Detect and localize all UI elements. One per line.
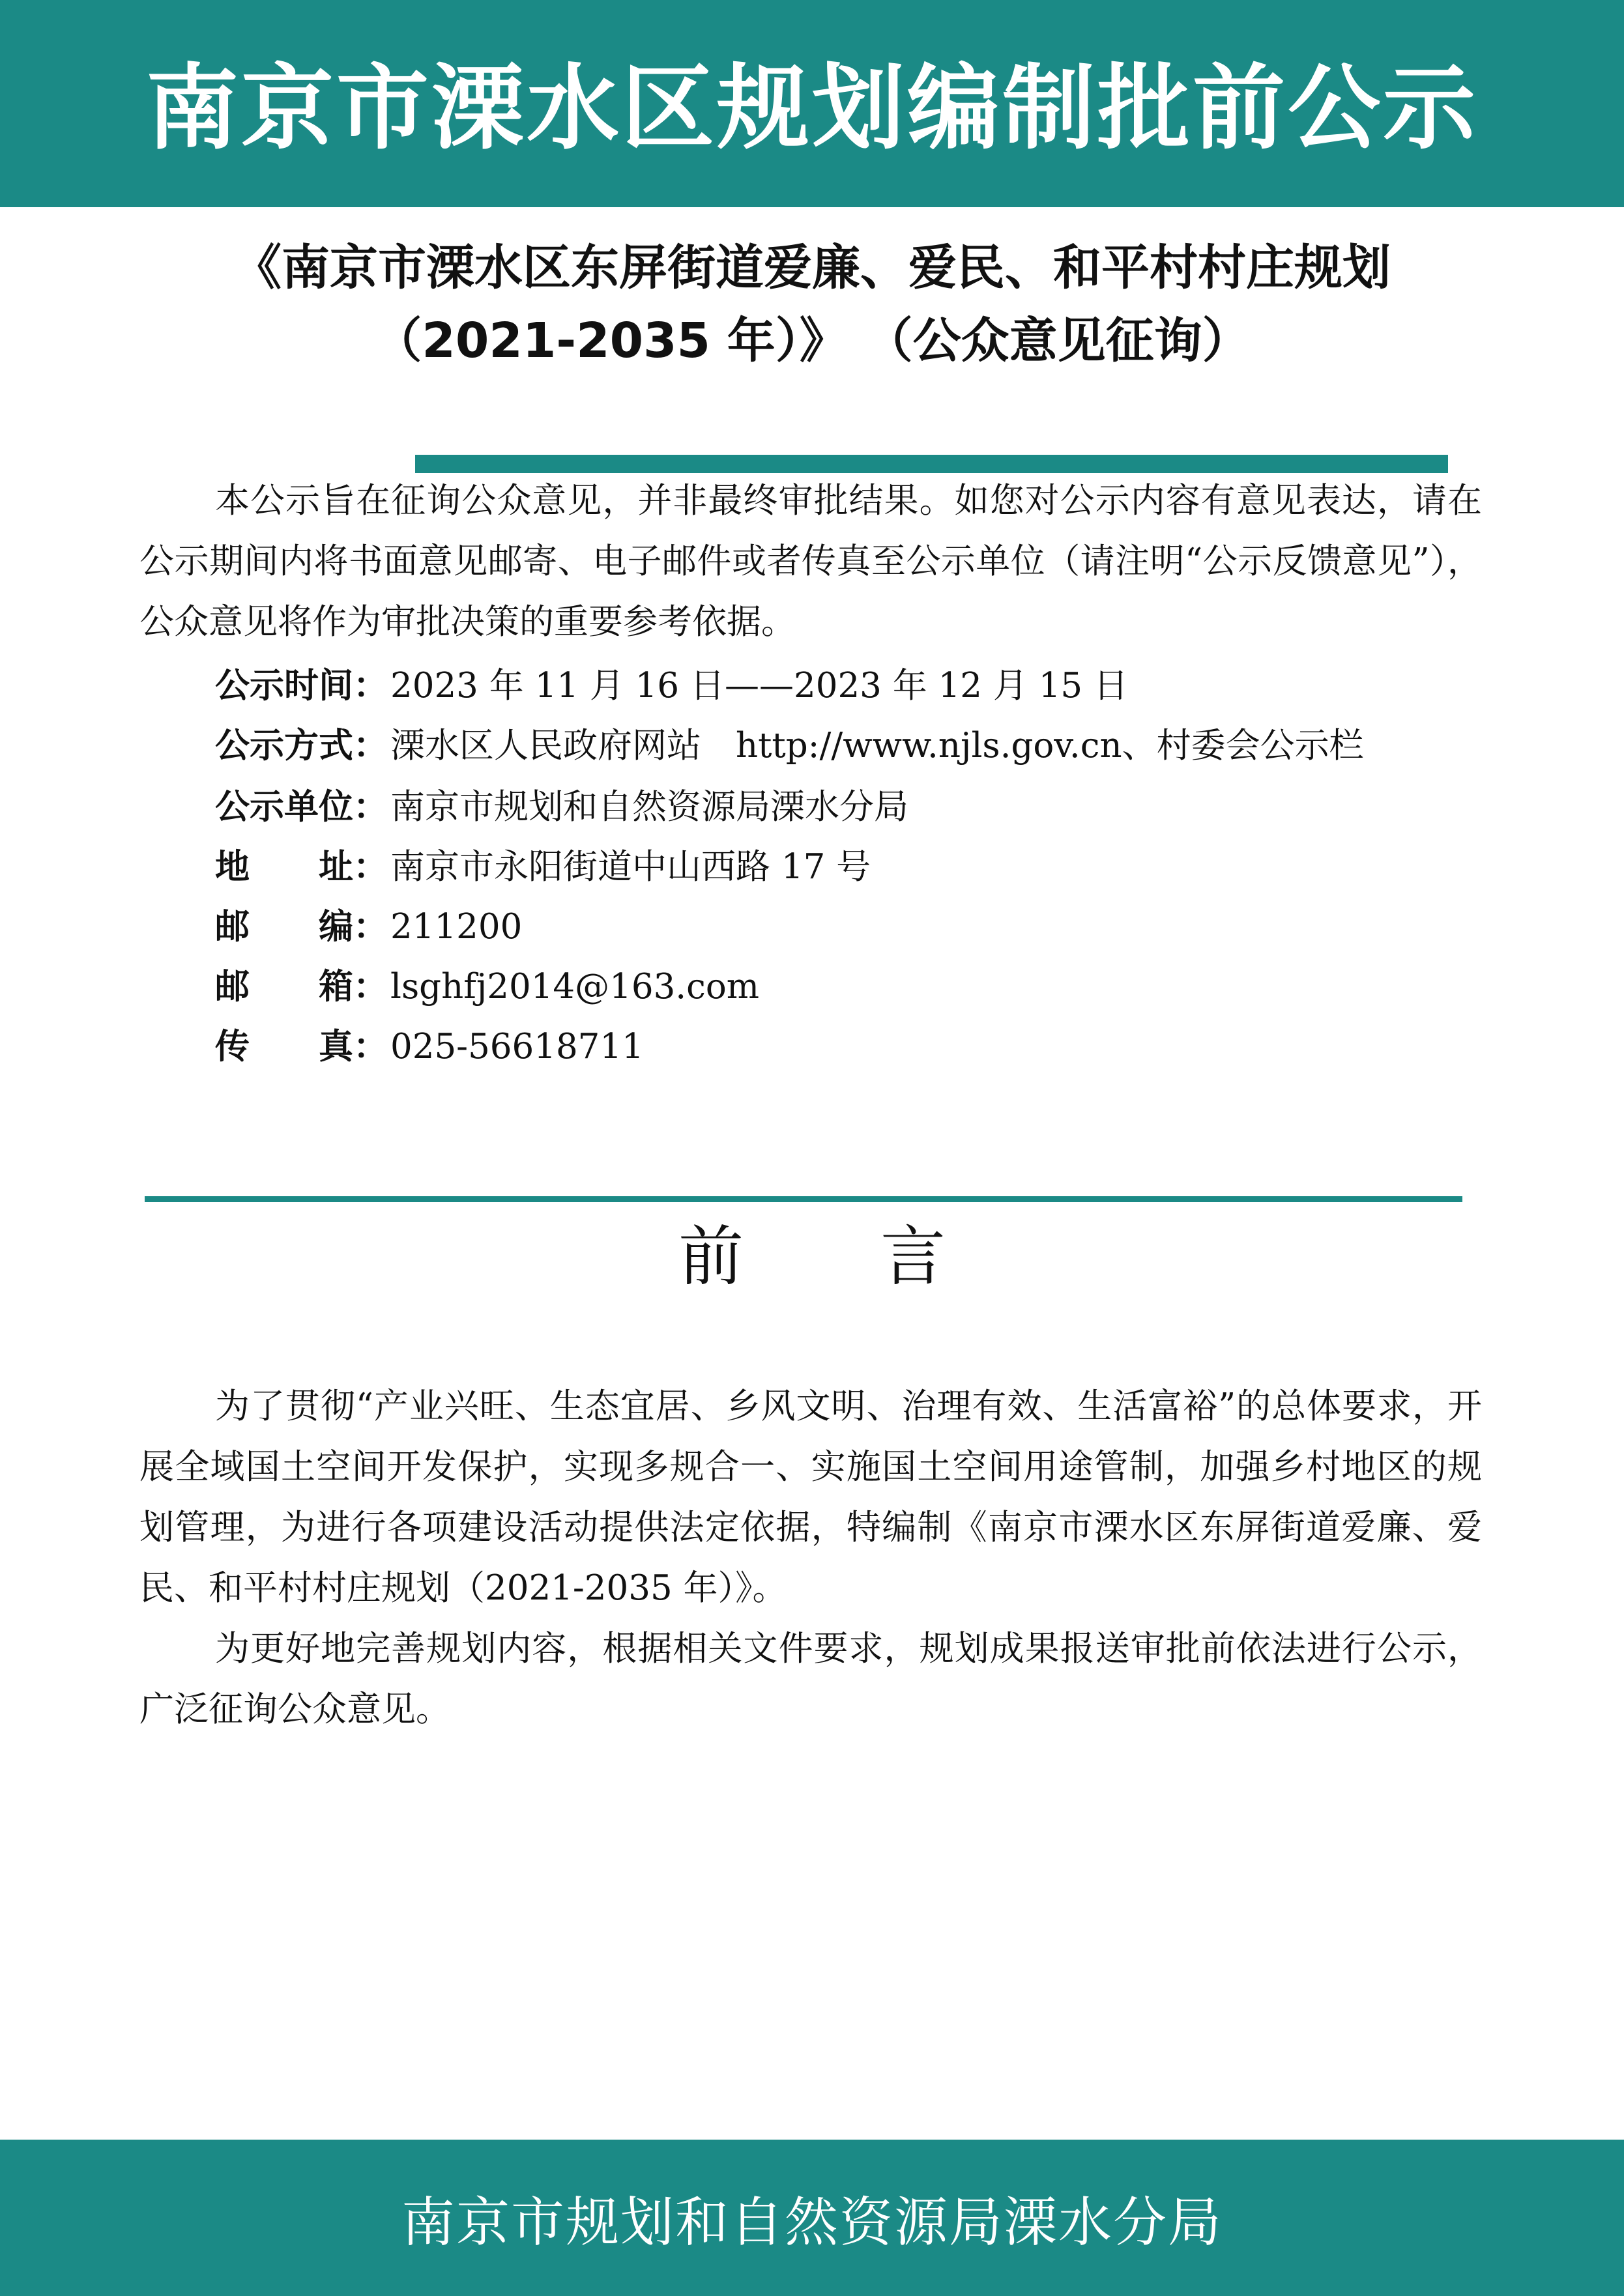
- postcode-label-b: 编：: [319, 907, 388, 947]
- info-row-unit: [215, 779, 908, 829]
- method-value: 溧水区人民政府网站 http://www.njls.gov.cn、村委会公示栏: [390, 726, 1364, 766]
- document-subtitle-line-1: 《南京市溧水区东屏街道爱廉、爱民、和平村村庄规划: [233, 240, 1391, 296]
- preface-paragraph-2: 为更好地完善规划内容，根据相关文件要求，规划成果报送审批前依法进行公示，广泛征询公众意见。: [139, 1629, 1482, 1729]
- preface-heading: 前言: [678, 1218, 1082, 1295]
- fax-value: 025-56618711: [390, 1027, 644, 1067]
- intro-paragraph: 本公示旨在征询公众意见，并非最终审批结果。如您对公示内容有意见表达，请在公示期间内将书面意见邮寄、电子邮件或者传真至公示单位（请注明“公示反馈意见”），公众意见将作为审批决策的重要参考依据。: [139, 481, 1482, 642]
- header-banner: [0, 0, 1624, 207]
- fax-label: [215, 1019, 388, 1069]
- email-value: lsghfj2014@163.com: [390, 967, 759, 1007]
- page-title: 南京市溧水区规划编制批前公示: [146, 55, 1478, 162]
- address-label-a: 地: [215, 847, 250, 887]
- postcode-value: 211200: [390, 907, 523, 947]
- email-label-a: 邮: [215, 967, 250, 1007]
- unit-value: 南京市规划和自然资源局溧水分局: [390, 787, 908, 827]
- info-row-fax: [215, 1019, 644, 1069]
- address-label-b: 址：: [319, 847, 388, 887]
- footer-banner: [0, 2140, 1624, 2296]
- info-row-period: [215, 658, 1128, 708]
- email-label-b: 箱：: [319, 967, 388, 1007]
- info-row-postcode: [215, 899, 522, 949]
- document-subtitle-line-2: （2021-2035 年）》 （公众意见征询）: [373, 313, 1251, 369]
- info-row-email: [215, 959, 759, 1009]
- postcode-label: [215, 899, 388, 949]
- section-divider: [145, 1196, 1462, 1202]
- address-value: 南京市永阳街道中山西路 17 号: [390, 847, 871, 887]
- period-value: 2023 年 11 月 16 日——2023 年 12 月 15 日: [390, 666, 1128, 706]
- preface-paragraph-1: 为了贯彻“产业兴旺、生态宜居、乡风文明、治理有效、生活富裕”的总体要求，开展全域国土空间开发保护，实现多规合一、实施国土空间用途管制，加强乡村地区的规划管理，为进行各项建设活动提供法定依据，特编制《南京市溧水区东屏街道爱廉、爱民、和平村村庄规划（2021-2035 年）》。: [139, 1386, 1482, 1608]
- fax-label-b: 真：: [319, 1027, 388, 1067]
- postcode-label-a: 邮: [215, 907, 250, 947]
- unit-label: 公示单位：: [215, 787, 388, 827]
- footer-agency-name: 南京市规划和自然资源局溧水分局: [401, 2191, 1223, 2254]
- fax-label-a: 传: [215, 1027, 250, 1067]
- address-label: [215, 839, 388, 889]
- info-row-address: [215, 839, 871, 889]
- method-label: 公示方式：: [215, 726, 388, 766]
- email-label: [215, 959, 388, 1009]
- info-row-method: [215, 718, 1364, 768]
- period-label: 公示时间：: [215, 666, 388, 706]
